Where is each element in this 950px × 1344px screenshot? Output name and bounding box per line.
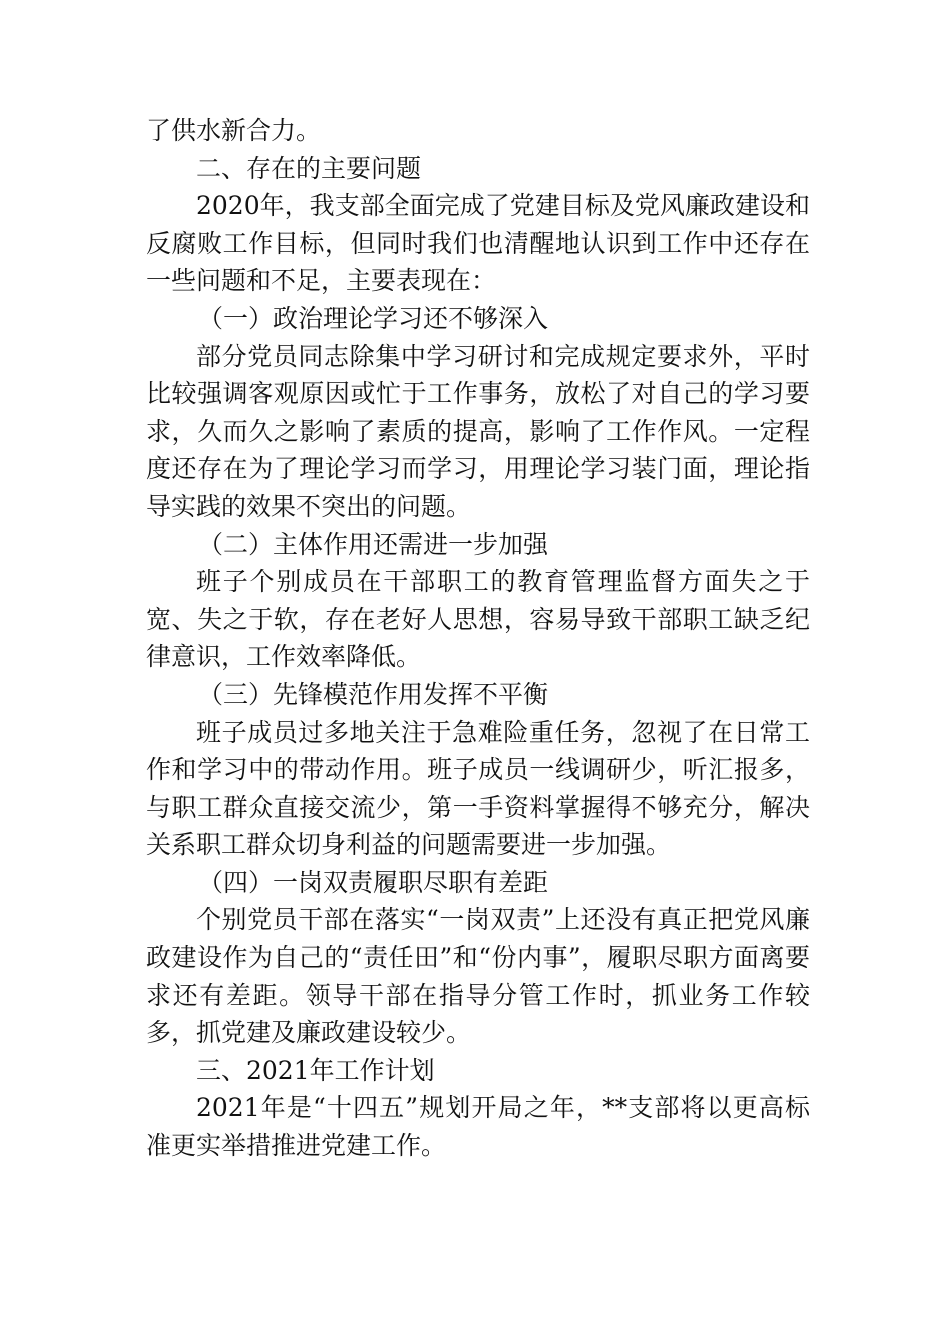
- section-heading-plan: 三、2021年工作计划: [196, 1055, 435, 1085]
- document-body: [146, 112, 810, 1165]
- paragraph: 班子个别成员在干部职工的教育管理监督方面失之于宽、失之于软，存在老好人思想，容易导致干部职工缺乏纪律意识，工作效率降低。: [146, 567, 810, 672]
- paragraph: 班子成员过多地关注于急难险重任务，忽视了在日常工作和学习中的带动作用。班子成员一线调研少，听汇报多，与职工群众直接交流少，第一手资料掌握得不够充分，解决关系职工群众切身利益的问题需要进一步加强。: [146, 717, 810, 860]
- paragraph: 个别党员干部在落实“一岗双责”上还没有真正把党风廉政建设作为自己的“责任田”和“份内事”，履职尽职方面离要求还有差距。领导干部在指导分管工作时，抓业务工作较多，抓党建及廉政建设较少。: [146, 905, 810, 1048]
- subheading-3: （三）先锋模范作用发挥不平衡: [198, 679, 549, 709]
- paragraph: 2020年，我支部全面完成了党建目标及党风廉政建设和反腐败工作目标，但同时我们也清醒地认识到工作中还存在一些问题和不足，主要表现在：: [146, 191, 810, 296]
- subheading-1: （一）政治理论学习还不够深入: [198, 303, 549, 333]
- paragraph-continued: 了供水新合力。: [146, 116, 322, 145]
- section-heading-problems: 二、存在的主要问题: [196, 153, 422, 183]
- paragraph: 2021年是“十四五”规划开局之年，**支部将以更高标准更实举措推进党建工作。: [146, 1093, 810, 1161]
- subheading-4: （四）一岗双责履职尽职有差距: [198, 867, 549, 897]
- subheading-2: （二）主体作用还需进一步加强: [198, 529, 549, 559]
- paragraph: 部分党员同志除集中学习研讨和完成规定要求外，平时比较强调客观原因或忙于工作事务，放松了对自己的学习要求，久而久之影响了素质的提高，影响了工作作风。一定程度还存在为了理论学习而学习，用理论学习装门面，理论指导实践的效果不突出的问题。: [146, 341, 810, 521]
